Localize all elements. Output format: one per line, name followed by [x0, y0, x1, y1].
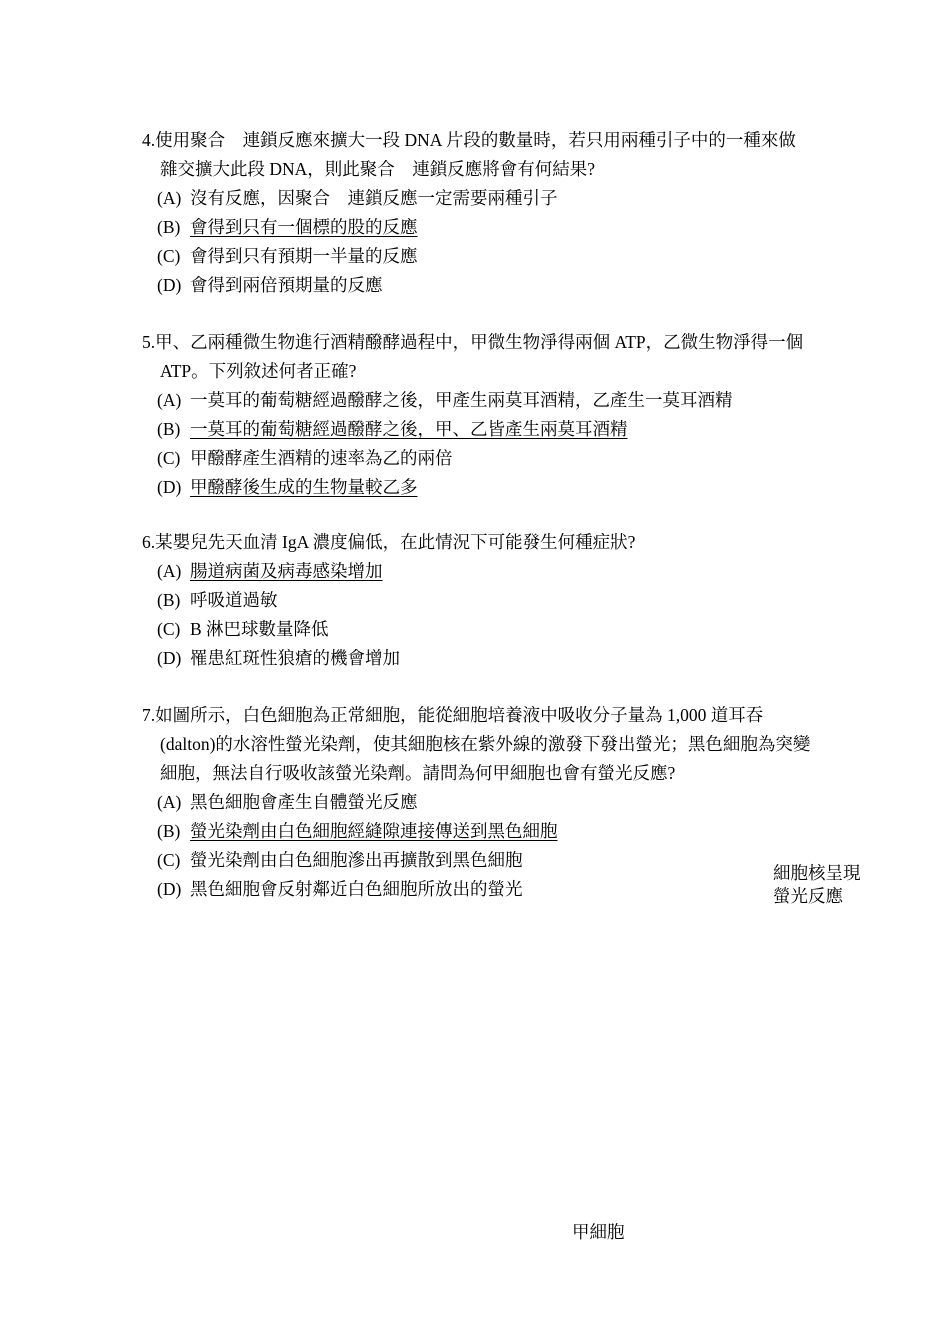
option-letter: (A) — [157, 390, 182, 410]
question-5 — [142, 328, 812, 502]
option-letter: (B) — [157, 821, 181, 841]
option-list — [142, 788, 812, 904]
option-c[interactable] — [157, 846, 812, 875]
figure-nucleus-label — [773, 862, 861, 908]
option-letter: (C) — [157, 246, 181, 266]
option-text: 黑色細胞會反射鄰近白色細胞所放出的螢光 — [190, 879, 523, 899]
option-letter: (C) — [157, 619, 181, 639]
nucleus-label-line-2: 螢光反應 — [773, 886, 843, 906]
option-c[interactable] — [157, 615, 812, 644]
option-a[interactable] — [157, 788, 812, 817]
question-7 — [142, 701, 812, 904]
option-text: 一莫耳的葡萄糖經過醱酵之後，甲、乙皆產生兩莫耳酒精 — [190, 419, 628, 439]
option-list — [142, 557, 812, 673]
option-a[interactable] — [157, 557, 812, 586]
question-4 — [142, 126, 812, 300]
option-text: 會得到兩倍預期量的反應 — [190, 275, 383, 295]
option-letter: (D) — [157, 275, 182, 295]
question-stem: 7.如圖所示，白色細胞為正常細胞，能從細胞培養液中吸收分子量為 1,000 道耳吞(dalton)的水溶性螢光染劑，使其細胞核在紫外線的激發下發出螢光；黑色細胞為突變細胞，無法自行吸收該螢光染劑。請問為何甲細胞也會有螢光反應? — [142, 705, 811, 783]
question-stem: 6.某嬰兒先天血清 IgA 濃度偏低，在此情況下可能發生何種症狀? — [142, 532, 636, 552]
option-text: 呼吸道過敏 — [190, 590, 278, 610]
question-stem: 5.甲、乙兩種微生物進行酒精醱酵過程中，甲微生物淨得兩個 ATP，乙微生物淨得一個 ATP。下列敘述何者正確? — [142, 332, 804, 381]
option-text: 沒有反應，因聚合 連鎖反應一定需要兩種引子 — [190, 188, 558, 208]
option-d[interactable] — [157, 473, 812, 502]
nucleus-label-line-1: 細胞核呈現 — [773, 863, 861, 883]
option-d[interactable] — [157, 644, 812, 673]
option-letter: (A) — [157, 188, 182, 208]
option-text: 甲醱酵後生成的生物量較乙多 — [190, 477, 418, 497]
question-stem: 4.使用聚合 連鎖反應來擴大一段 DNA 片段的數量時，若只用兩種引子中的一種來做雜交擴大此段 DNA，則此聚合 連鎖反應將會有何結果? — [142, 130, 796, 179]
option-d[interactable] — [157, 271, 812, 300]
option-letter: (A) — [157, 792, 182, 812]
option-text: B 淋巴球數量降低 — [190, 619, 329, 639]
option-text: 螢光染劑由白色細胞滲出再擴散到黑色細胞 — [190, 850, 523, 870]
option-text: 腸道病菌及病毒感染增加 — [190, 561, 383, 581]
option-text: 一莫耳的葡萄糖經過醱酵之後，甲產生兩莫耳酒精，乙產生一莫耳酒精 — [190, 390, 733, 410]
option-letter: (C) — [157, 850, 181, 870]
option-list — [142, 184, 812, 300]
option-c[interactable] — [157, 444, 812, 473]
option-letter: (D) — [157, 648, 182, 668]
option-letter: (D) — [157, 477, 182, 497]
option-text: 螢光染劑由白色細胞經縫隙連接傳送到黑色細胞 — [190, 821, 558, 841]
option-b[interactable] — [157, 817, 812, 846]
option-letter: (C) — [157, 448, 181, 468]
option-list — [142, 386, 812, 502]
option-b[interactable] — [157, 415, 812, 444]
figure-cell-label: 甲細胞 — [572, 1222, 625, 1242]
option-letter: (B) — [157, 217, 181, 237]
option-letter: (B) — [157, 419, 181, 439]
option-letter: (A) — [157, 561, 182, 581]
option-b[interactable] — [157, 586, 812, 615]
option-b[interactable] — [157, 213, 812, 242]
option-text: 黑色細胞會產生自體螢光反應 — [190, 792, 418, 812]
option-d[interactable] — [157, 875, 812, 904]
option-text: 會得到只有預期一半量的反應 — [190, 246, 418, 266]
option-c[interactable] — [157, 242, 812, 271]
option-text: 會得到只有一個標的股的反應 — [190, 217, 418, 237]
option-text: 罹患紅斑性狼瘡的機會增加 — [190, 648, 400, 668]
question-6 — [142, 528, 812, 673]
option-a[interactable] — [157, 184, 812, 213]
option-a[interactable] — [157, 386, 812, 415]
option-letter: (B) — [157, 590, 181, 610]
option-letter: (D) — [157, 879, 182, 899]
option-text: 甲醱酵產生酒精的速率為乙的兩倍 — [190, 448, 453, 468]
